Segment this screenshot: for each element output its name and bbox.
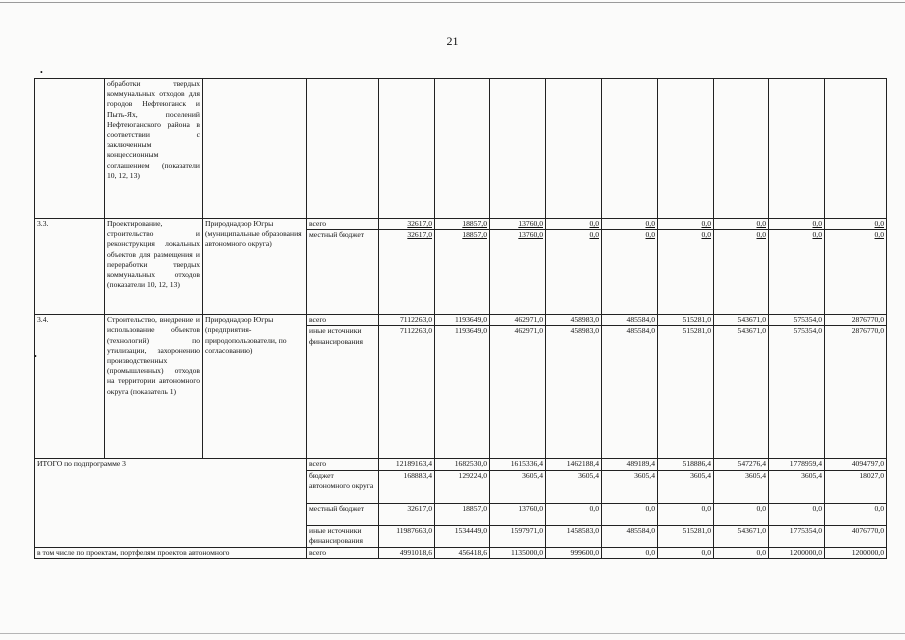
value-cell: 543671,0 — [714, 326, 769, 459]
activity-name: Проектирование, строительство и реконструкция локальных объектов для размещения и переработки твердых коммунальных отходов (показатели 10, 12, 13) — [105, 219, 203, 315]
value-cell: 485584,0 — [602, 315, 658, 326]
value-cell: 0,0 — [602, 219, 658, 230]
value-cell: 547276,4 — [714, 459, 769, 470]
value-cell: 3605,4 — [769, 470, 825, 503]
value-cell: 458983,0 — [546, 315, 602, 326]
value-cell: 515281,0 — [658, 326, 714, 459]
value-cell: 0,0 — [602, 547, 658, 558]
value-cell: 0,0 — [546, 230, 602, 315]
table-row — [35, 459, 887, 470]
value-cell: 12189163,4 — [379, 459, 435, 470]
table-row — [35, 315, 887, 326]
row-number: 3.3. — [35, 219, 105, 315]
value-cell: 1778959,4 — [769, 459, 825, 470]
value-cell: 18027,0 — [825, 470, 887, 503]
value-cell: 32617,0 — [379, 219, 435, 230]
value-cell: 3605,4 — [490, 470, 546, 503]
value-cell: 0,0 — [602, 503, 658, 525]
value-cell: 2876770,0 — [825, 326, 887, 459]
total-label: ИТОГО по подпрограмме 3 — [35, 459, 307, 547]
value-cell: 489189,4 — [602, 459, 658, 470]
executor — [203, 79, 307, 219]
table-row — [35, 79, 887, 219]
row-number: 3.4. — [35, 315, 105, 459]
value-cell: 0,0 — [658, 503, 714, 525]
scan-speck: • — [40, 68, 43, 77]
source: всего — [307, 219, 379, 230]
value-cell: 1597971,0 — [490, 525, 546, 547]
value-cell: 462971,0 — [490, 326, 546, 459]
value-cell: 0,0 — [714, 503, 769, 525]
value-cell: 1615336,4 — [490, 459, 546, 470]
table-row — [35, 219, 887, 230]
value-cell: 4076770,0 — [825, 525, 887, 547]
value-cell: 0,0 — [769, 219, 825, 230]
scan-edge-bottom — [0, 633, 905, 634]
value-cell: 1200000,0 — [825, 547, 887, 558]
value-cell: 32617,0 — [379, 230, 435, 315]
value-cell: 2876770,0 — [825, 315, 887, 326]
value-cell: 515281,0 — [658, 315, 714, 326]
scan-edge-top — [0, 2, 905, 3]
value-cell: 575354,0 — [769, 315, 825, 326]
value-cell: 13760,0 — [490, 503, 546, 525]
executor: Природнадзор Югры (предприятия-природопользователи, по согласованию) — [203, 315, 307, 459]
source: бюджет автономного округа — [307, 470, 379, 503]
value-cell: 0,0 — [546, 503, 602, 525]
value-cell: 3605,4 — [546, 470, 602, 503]
value-cell: 1462188,4 — [546, 459, 602, 470]
source: всего — [307, 315, 379, 326]
value-cell: 1458583,0 — [546, 525, 602, 547]
value-cell: 13760,0 — [490, 219, 546, 230]
source: иные источники финансирования — [307, 525, 379, 547]
value-cell: 7112263,0 — [379, 315, 435, 326]
value-cell: 0,0 — [825, 219, 887, 230]
table-row — [35, 547, 887, 558]
budget-table — [34, 78, 887, 559]
value-cell: 18857,0 — [435, 503, 490, 525]
value-cell: 485584,0 — [602, 525, 658, 547]
value-cell: 462971,0 — [490, 315, 546, 326]
source — [307, 79, 379, 219]
value-cell: 13760,0 — [490, 230, 546, 315]
value-cell: 0,0 — [714, 547, 769, 558]
value-cell: 0,0 — [602, 230, 658, 315]
value-cell: 129224,0 — [435, 470, 490, 503]
projects-label: в том числе по проектам, портфелям проектов автономного — [35, 547, 307, 558]
value-cell: 18857,0 — [435, 230, 490, 315]
value-cell: 0,0 — [546, 219, 602, 230]
value-cell: 1193649,0 — [435, 326, 490, 459]
value-cell: 0,0 — [714, 219, 769, 230]
source: местный бюджет — [307, 230, 379, 315]
value-cell: 11987663,0 — [379, 525, 435, 547]
scan-speck: • — [34, 352, 37, 361]
value-cell: 0,0 — [658, 219, 714, 230]
value-cell: 3605,4 — [714, 470, 769, 503]
value-cell: 458983,0 — [546, 326, 602, 459]
value-cell: 999600,0 — [546, 547, 602, 558]
value-cell: 0,0 — [769, 503, 825, 525]
value-cell: 0,0 — [658, 230, 714, 315]
value-cell: 456418,6 — [435, 547, 490, 558]
value-cell: 1135000,0 — [490, 547, 546, 558]
value-cell: 0,0 — [658, 547, 714, 558]
activity-name: Строительство, внедрение и использование объектов (технологий) по утилизации, захоронению производственных (промышленных) отходов на территории автономного округа (показатель 1) — [105, 315, 203, 459]
value-cell: 1534449,0 — [435, 525, 490, 547]
activity-name: обработки твердых коммунальных отходов для городов Нефтеюганск и Пыть-Ях, поселений Нефтеюганского района в соответствии с заключенным концессионным соглашением (показатели 10, 12, 13) — [105, 79, 203, 219]
source: всего — [307, 459, 379, 470]
value-cell: 1775354,0 — [769, 525, 825, 547]
executor: Природнадзор Югры (муниципальные образования автономного округа) — [203, 219, 307, 315]
row-number — [35, 79, 105, 219]
source: местный бюджет — [307, 503, 379, 525]
value-cell: 0,0 — [714, 230, 769, 315]
value-cell: 18857,0 — [435, 219, 490, 230]
page-number: 21 — [446, 34, 459, 48]
value-cell: 575354,0 — [769, 326, 825, 459]
value-cell: 32617,0 — [379, 503, 435, 525]
value-cell: 1200000,0 — [769, 547, 825, 558]
value-cell: 4094797,0 — [825, 459, 887, 470]
value-cell: 0,0 — [825, 503, 887, 525]
value-cell: 1682530,0 — [435, 459, 490, 470]
value-cell: 543671,0 — [714, 315, 769, 326]
value-cell: 168883,4 — [379, 470, 435, 503]
value-cell: 515281,0 — [658, 525, 714, 547]
source: всего — [307, 547, 379, 558]
source: иные источники финансирования — [307, 326, 379, 459]
value-cell: 4991018,6 — [379, 547, 435, 558]
value-cell: 7112263,0 — [379, 326, 435, 459]
value-cell: 0,0 — [825, 230, 887, 315]
value-cell: 518886,4 — [658, 459, 714, 470]
value-cell: 1193649,0 — [435, 315, 490, 326]
value-cell: 3605,4 — [658, 470, 714, 503]
value-cell: 0,0 — [769, 230, 825, 315]
value-cell: 485584,0 — [602, 326, 658, 459]
value-cell: 3605,4 — [602, 470, 658, 503]
value-cell: 543671,0 — [714, 525, 769, 547]
